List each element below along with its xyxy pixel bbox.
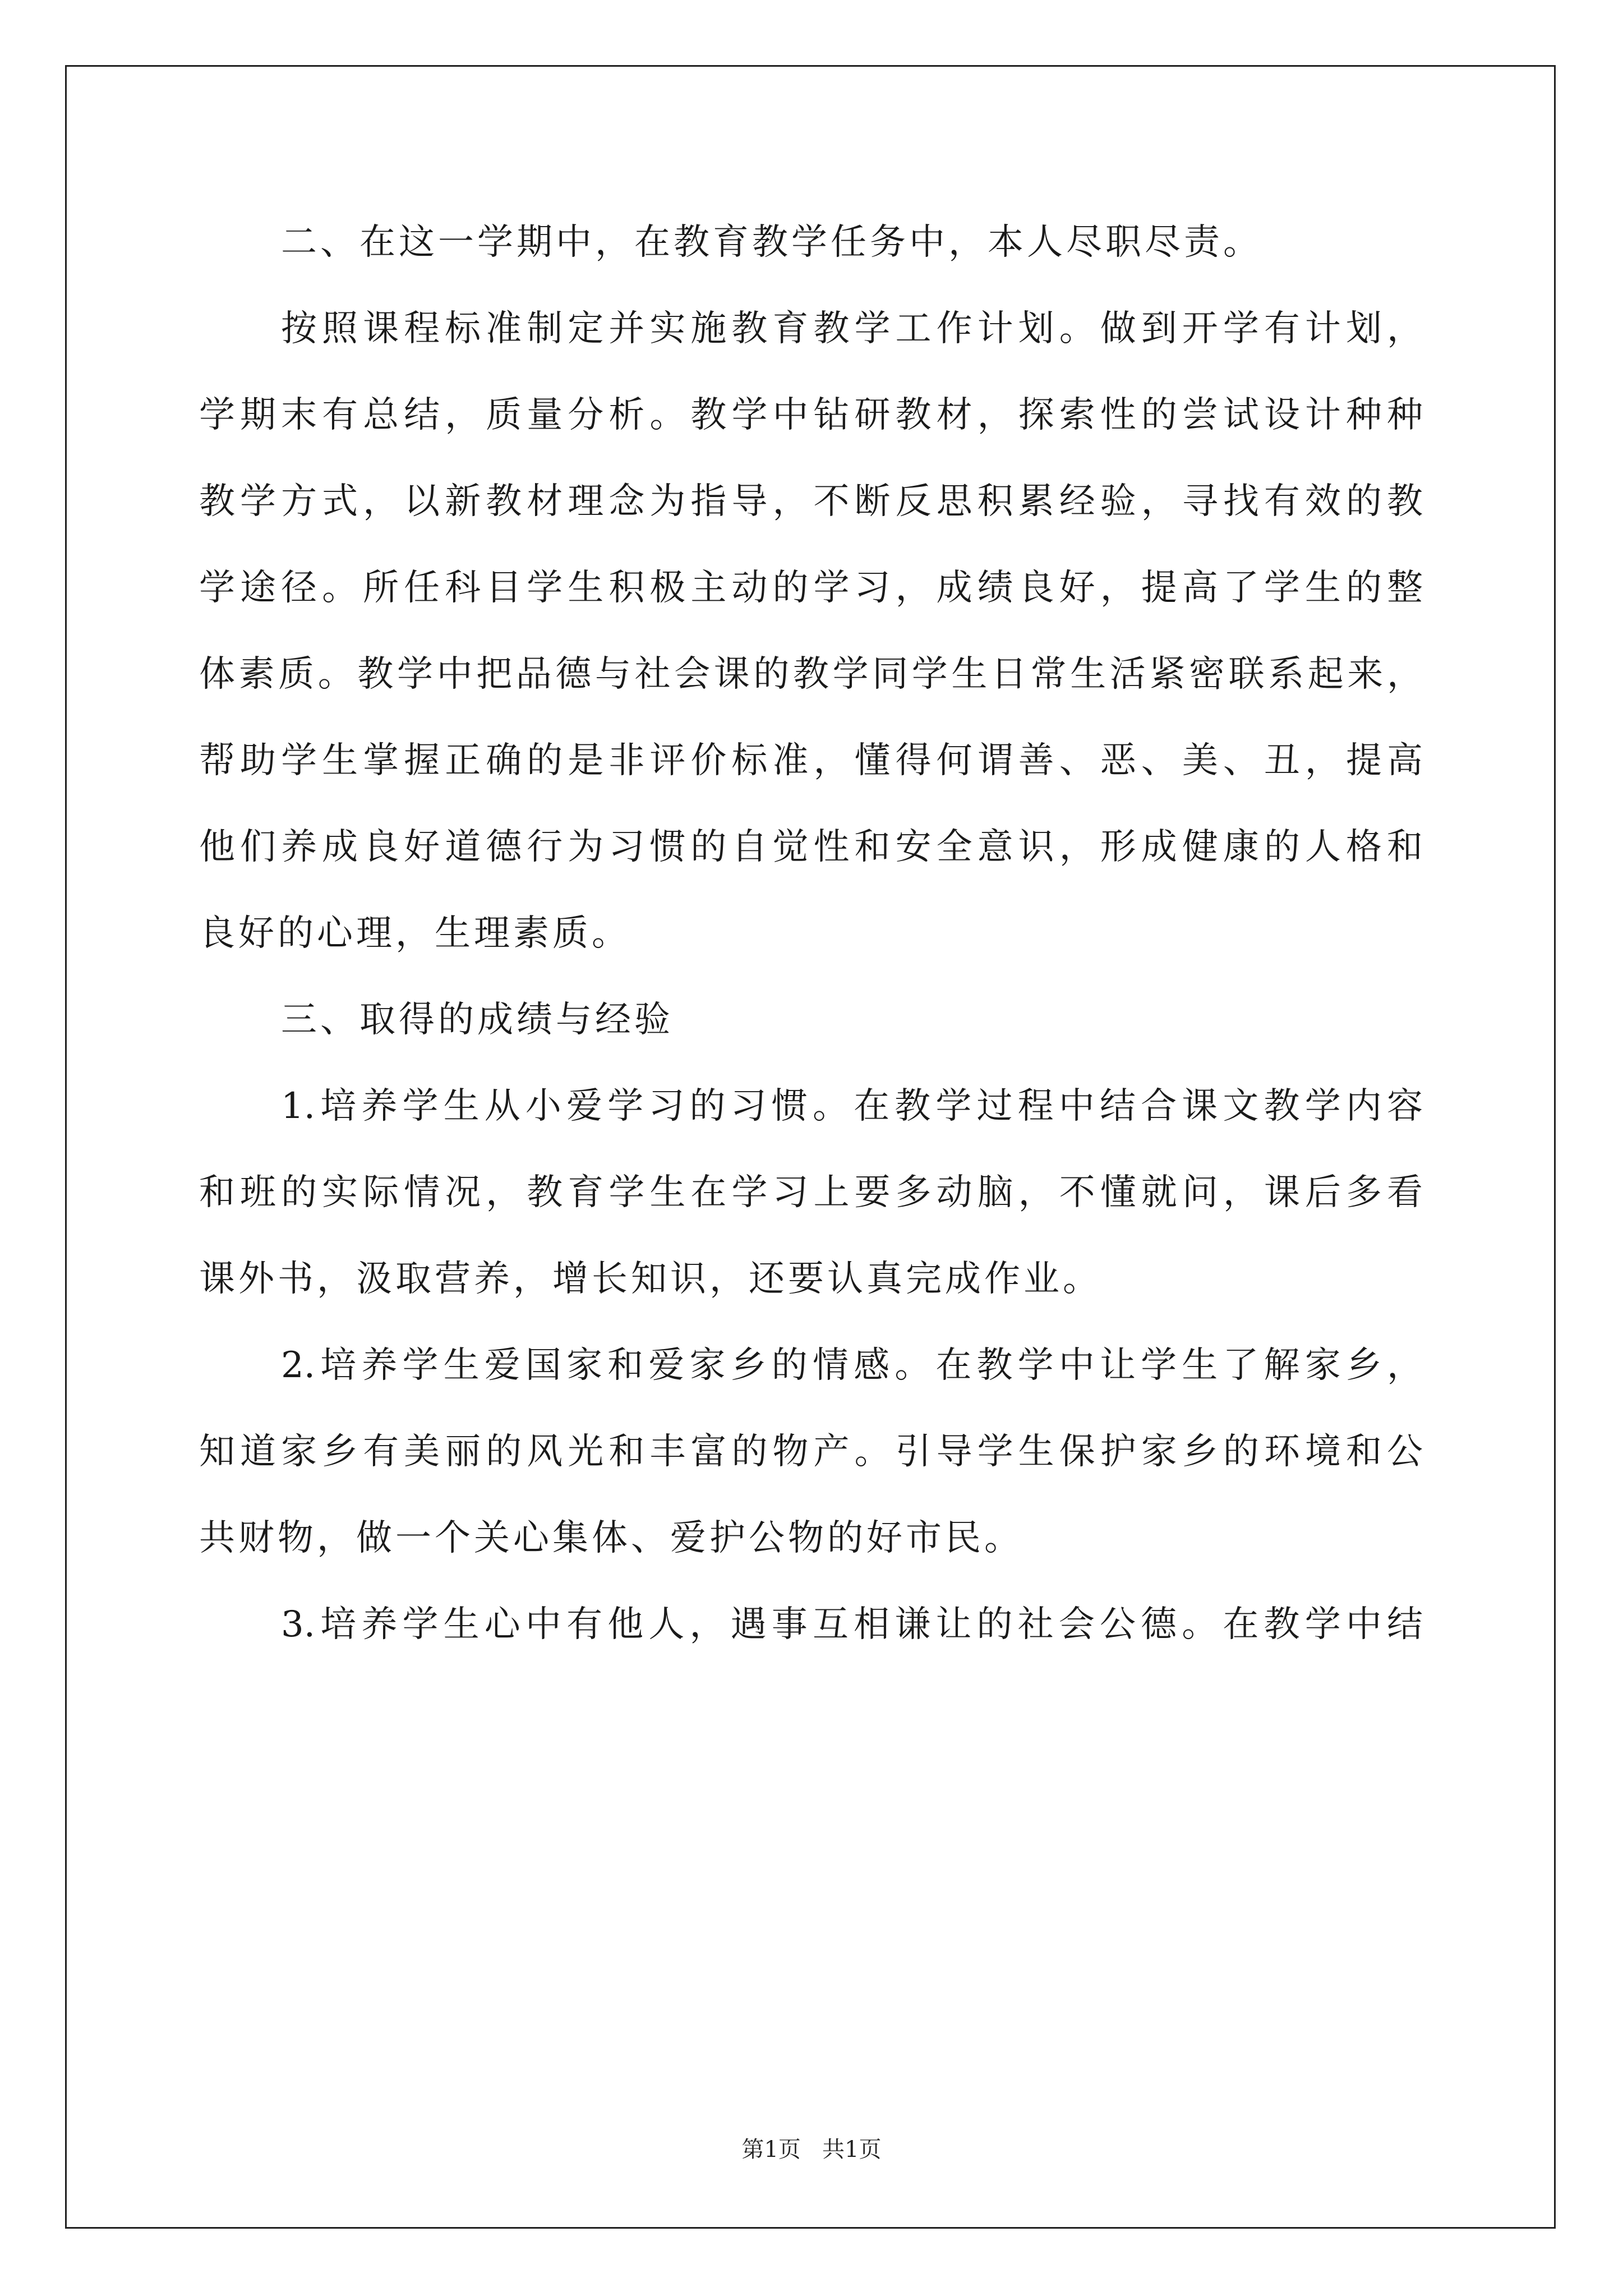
paragraph-line: 学途径。所任科目学生积极主动的学习，成绩良好，提高了学生的整 (199, 567, 1423, 609)
paragraph-line: 良好的心理，生理素质。 (199, 913, 631, 954)
page-footer: 第1页 共1页 (741, 2137, 882, 2162)
list-item-2-line: 知道家乡有美丽的风光和丰富的物产。引导学生保护家乡的环境和公 (199, 1431, 1423, 1473)
section-heading-2: 二、在这一学期中，在教育教学任务中，本人尽职尽责。 (281, 222, 1262, 263)
page-border (65, 65, 1556, 2229)
paragraph-line: 教学方式，以新教材理念为指导，不断反思积累经验，寻找有效的教 (199, 481, 1423, 522)
list-item-2-line: 2.培养学生爱国家和爱家乡的情感。在教学中让学生了解家乡， (281, 1345, 1423, 1386)
list-item-1-line: 和班的实际情况，教育学生在学习上要多动脑，不懂就问，课后多看 (199, 1172, 1423, 1213)
list-item-1-line: 课外书，汲取营养，增长知识，还要认真完成作业。 (199, 1258, 1102, 1300)
list-item-2-line: 共财物，做一个关心集体、爱护公物的好市民。 (199, 1517, 1023, 1559)
section-heading-3: 三、取得的成绩与经验 (281, 999, 674, 1041)
paragraph-line: 学期末有总结，质量分析。教学中钻研教材，探索性的尝试设计种种 (199, 394, 1423, 436)
list-item-3-line: 3.培养学生心中有他人，遇事互相谦让的社会公德。在教学中结 (281, 1604, 1423, 1645)
paragraph-line: 他们养成良好道德行为习惯的自觉性和安全意识，形成健康的人格和 (199, 826, 1423, 868)
paragraph-line: 按照课程标准制定并实施教育教学工作计划。做到开学有计划， (281, 308, 1423, 349)
paragraph-line: 体素质。教学中把品德与社会课的教学同学生日常生活紧密联系起来， (199, 654, 1423, 695)
paragraph-line: 帮助学生掌握正确的是非评价标准，懂得何谓善、恶、美、丑，提高 (199, 740, 1423, 781)
list-item-1-line: 1.培养学生从小爱学习的习惯。在教学过程中结合课文教学内容 (281, 1085, 1423, 1127)
